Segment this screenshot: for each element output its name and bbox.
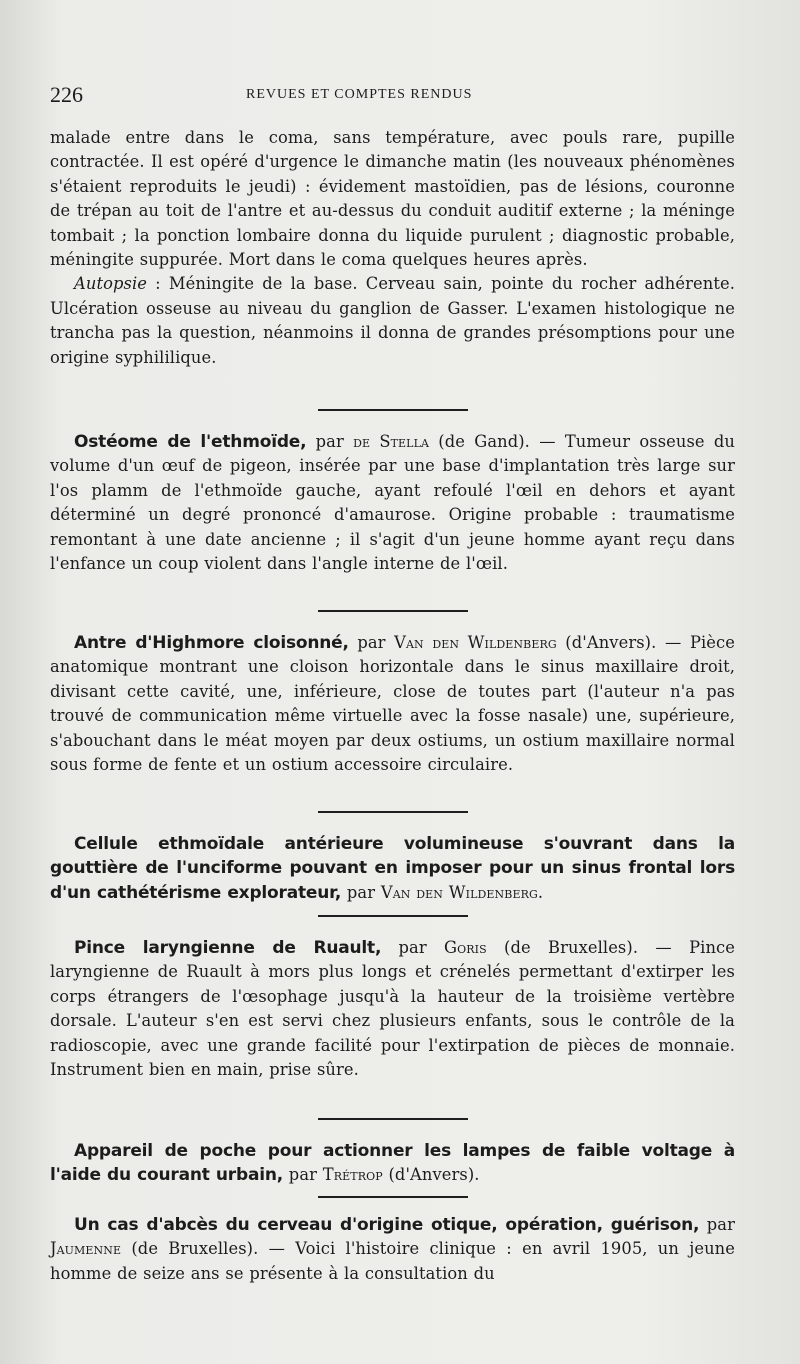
running-head: [50, 82, 740, 112]
article-title: Pince laryngienne de Ruault,: [74, 938, 382, 958]
article-by: par: [283, 1165, 323, 1185]
article-title: Appareil de poche pour actionner les lampes de faible voltage à l'aide du courant urbain,: [50, 1141, 735, 1186]
article-text: — Tumeur osseuse du volume d'un œuf de pigeon, insérée par une base d'implantation très large sur l'os plamm de l'ethmoïde gauche, ayant refoulé l'œil en dehors et ayant déterminé un degré prononcé d'amaurose. Origine probable : traumatisme remontant à une date ancienne ; il s'agit d'un jeune homme ayant reçu dans l'enfance un coup violent dans l'angle interne de l'œil.: [50, 432, 736, 574]
article-appareil: [50, 1139, 735, 1188]
article-by: par: [699, 1215, 735, 1234]
article-author: Van den Wildenberg: [394, 633, 557, 652]
article-by: par: [348, 633, 395, 652]
article-origin: (de Gand).: [429, 432, 530, 451]
article-cellule: [50, 832, 735, 905]
article-origin: (de Bruxelles).: [486, 938, 639, 957]
article-title: Ostéome de l'ethmoïde,: [74, 432, 307, 452]
separator-rule: [318, 915, 468, 917]
article-text: — Pince laryngienne de Ruault à mors plus longs et crénelés permettant d'extirper les corps étrangers de l'œsophage jusqu'à la hauteur de la troisième vertèbre dorsale. L'auteur s'en est servi chez plusieurs enfants, sous le contrôle de la radioscopie, avec une grande facilité pour l'extirpation de pièces de monnaie. Instrument bien en main, prise sûre.: [50, 938, 736, 1080]
article-by: par: [341, 882, 381, 902]
article-author: Trétrop: [322, 1165, 383, 1185]
article-author: Jaumenne: [50, 1239, 122, 1259]
article-abces: [50, 1213, 735, 1286]
article-origin: (de Bruxelles).: [121, 1239, 259, 1259]
article-author: Van den Wildenberg.: [380, 882, 544, 902]
separator-rule: [318, 1118, 468, 1120]
article-author: de Stella: [353, 432, 430, 451]
article-text: — Pièce anatomique montrant une cloison horizontale dans le sinus maxillaire droit, divisant cette cavité, une, inférieure, close de toutes part (l'auteur n'a pas trouvé de communication même virtuelle avec la fosse nasale) une, supérieure, s'abouchant dans le méat moyen par deux ostiums, un ostium maxillaire normal sous forme de fente et un ostium accessoire circulaire.: [50, 633, 735, 775]
article-origin: (d'Anvers).: [556, 633, 657, 652]
article-by: par: [306, 432, 354, 451]
case-text: malade entre dans le coma, sans température, avec pouls rare, pupille contractée. Il est opéré d'urgence le dimanche matin (les nouveaux phénomènes s'étaient reproduits le jeudi) : évidement mastoïdien, pas de lésions, couronne de trépan au toit de l'antre et au-dessus du conduit auditif externe ; la méninge tombait ; la ponction lombaire donna du liquide purulent ; diagnostic probable, méningite suppurée. Mort dans le coma quelques heures après.: [50, 128, 735, 270]
article-antre: [50, 631, 735, 777]
article-origin: (d'Anvers).: [382, 1165, 480, 1185]
separator-rule: [318, 409, 468, 411]
article-osteome: [50, 430, 735, 576]
separator-rule: [318, 811, 468, 813]
article-title: Cellule ethmoïdale antérieure volumineuse s'ouvrant dans la gouttière de l'unciforme pouvant en imposer pour un sinus frontal lors d'un cathétérisme explorateur,: [50, 834, 735, 903]
article-pince: [50, 936, 735, 1082]
running-title: REVUES ET COMPTES RENDUS: [246, 87, 473, 102]
article-title: Un cas d'abcès du cerveau d'origine otique, opération, guérison,: [74, 1215, 700, 1235]
autopsy-label: Autopsie: [74, 274, 148, 294]
article-by: par: [381, 938, 445, 957]
separator-rule: [318, 610, 468, 612]
article-author: Goris: [444, 938, 487, 957]
case-continuation: [50, 126, 735, 370]
separator-rule: [318, 1196, 468, 1198]
article-title: Antre d'Highmore cloisonné,: [74, 633, 349, 653]
article-text: — Voici l'histoire clinique : en avril 1905, un jeune homme de seize ans se présente à la consultation du: [50, 1239, 735, 1283]
autopsy-text: : Méningite de la base. Cerveau sain, pointe du rocher adhérente. Ulcération osseuse au niveau du ganglion de Gasser. L'examen histologique ne trancha pas la question, néanmoins il donna de grandes présomptions pour une origine syphililique.: [50, 274, 735, 367]
page-number: 226: [50, 82, 83, 107]
